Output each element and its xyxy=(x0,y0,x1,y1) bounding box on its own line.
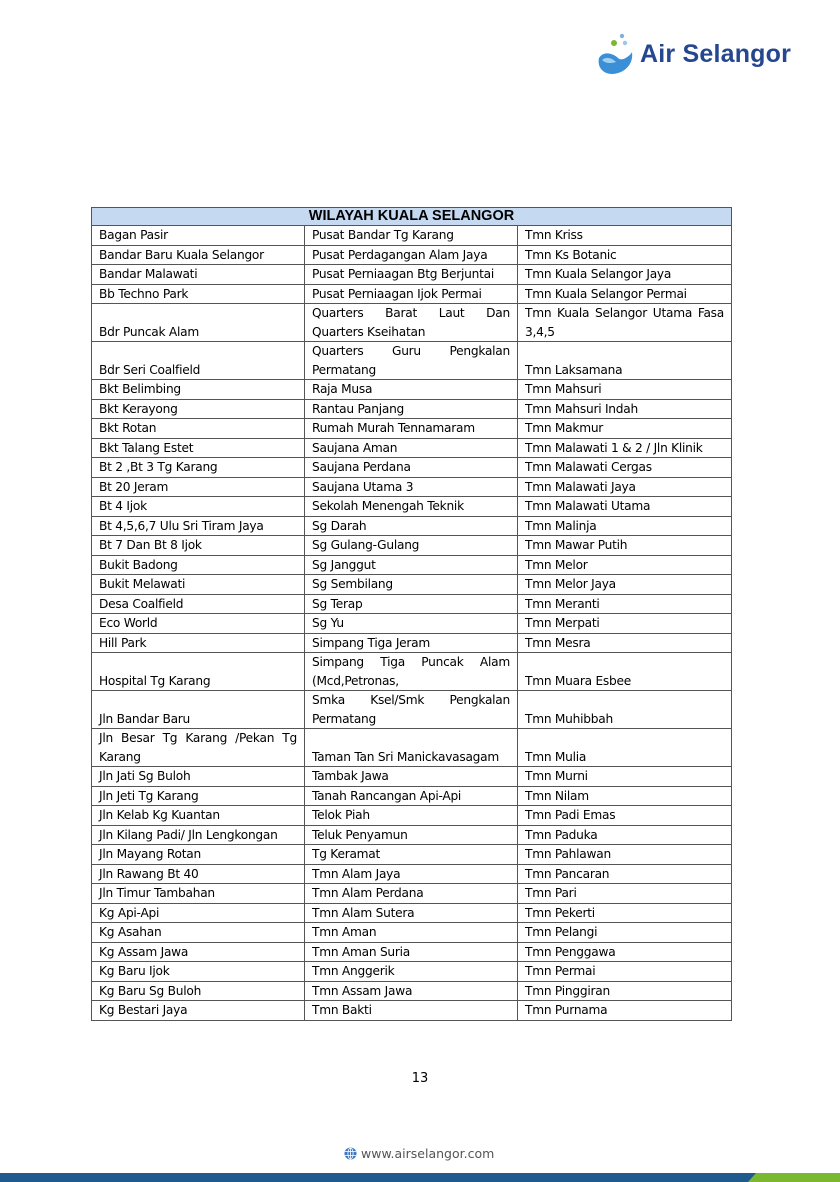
table-row xyxy=(92,884,732,904)
table-cell-col3: Tmn Pekerti xyxy=(518,903,732,923)
table-row xyxy=(92,245,732,265)
table-cell-col2: Sg Sembilang xyxy=(305,575,518,595)
table-cell-col2: Tmn Aman Suria xyxy=(305,942,518,962)
table-row xyxy=(92,825,732,845)
table-cell-col1: Bdr Puncak Alam xyxy=(92,304,305,342)
table-cell-col3: Tmn Melor xyxy=(518,555,732,575)
table-cell-col2: Smka Ksel/Smk Pengkalan Permatang xyxy=(305,691,518,729)
table-cell-col3: Tmn Muhibbah xyxy=(518,691,732,729)
table-cell-col2: Pusat Perniaagan Ijok Permai xyxy=(305,284,518,304)
table-cell-col1: Bkt Rotan xyxy=(92,419,305,439)
table-cell-col3: Tmn Purnama xyxy=(518,1001,732,1021)
table-cell-col1: Bb Techno Park xyxy=(92,284,305,304)
table-cell-col2: Pusat Bandar Tg Karang xyxy=(305,226,518,246)
table-row xyxy=(92,962,732,982)
table-cell-col3: Tmn Penggawa xyxy=(518,942,732,962)
table-cell-col3: Tmn Malawati Utama xyxy=(518,497,732,517)
table-row xyxy=(92,575,732,595)
table-cell-col3: Tmn Mahsuri xyxy=(518,380,732,400)
table-cell-col2: Sg Janggut xyxy=(305,555,518,575)
table-row xyxy=(92,729,732,767)
table-row xyxy=(92,594,732,614)
table-cell-col1: Jln Jati Sg Buloh xyxy=(92,767,305,787)
table-cell-col1: Jln Besar Tg Karang /Pekan Tg Karang xyxy=(92,729,305,767)
table-cell-col2: Sg Gulang-Gulang xyxy=(305,536,518,556)
table-row xyxy=(92,653,732,691)
page-number: 13 xyxy=(411,1071,429,1086)
table-cell-col3: Tmn Pancaran xyxy=(518,864,732,884)
table-cell-col1: Bt 20 Jeram xyxy=(92,477,305,497)
table-cell-col2: Raja Musa xyxy=(305,380,518,400)
table-row xyxy=(92,555,732,575)
table-cell-col3: Tmn Paduka xyxy=(518,825,732,845)
table-cell-col3: Tmn Melor Jaya xyxy=(518,575,732,595)
table-cell-col3: Tmn Mahsuri Indah xyxy=(518,399,732,419)
table-cell-col1: Bt 4,5,6,7 Ulu Sri Tiram Jaya xyxy=(92,516,305,536)
table-cell-col2: Tg Keramat xyxy=(305,845,518,865)
table-cell-col1: Jln Timur Tambahan xyxy=(92,884,305,904)
table-cell-col1: Jln Jeti Tg Karang xyxy=(92,786,305,806)
table-row xyxy=(92,304,732,342)
table-row xyxy=(92,767,732,787)
table-cell-col2: Saujana Aman xyxy=(305,438,518,458)
table-cell-col2: Tmn Alam Sutera xyxy=(305,903,518,923)
table-cell-col1: Jln Rawang Bt 40 xyxy=(92,864,305,884)
table-row xyxy=(92,614,732,634)
table-row xyxy=(92,477,732,497)
table-cell-col2: Sg Terap xyxy=(305,594,518,614)
table-row xyxy=(92,419,732,439)
table-cell-col1: Bandar Baru Kuala Selangor xyxy=(92,245,305,265)
table-header-row xyxy=(92,208,732,226)
table-cell-col1: Kg Assam Jawa xyxy=(92,942,305,962)
table-row xyxy=(92,226,732,246)
table-cell-col2: Tmn Bakti xyxy=(305,1001,518,1021)
table-cell-col2: Tmn Alam Perdana xyxy=(305,884,518,904)
table-cell-col2: Taman Tan Sri Manickavasagam xyxy=(305,729,518,767)
table-cell-col1: Bkt Belimbing xyxy=(92,380,305,400)
table-cell-col2: Saujana Utama 3 xyxy=(305,477,518,497)
table-cell-col2: Simpang Tiga Jeram xyxy=(305,633,518,653)
table-row xyxy=(92,284,732,304)
footer-website[interactable] xyxy=(344,1146,494,1161)
regions-table xyxy=(91,207,732,1021)
table-cell-col1: Bt 7 Dan Bt 8 Ijok xyxy=(92,536,305,556)
table-cell-col3: Tmn Mesra xyxy=(518,633,732,653)
table-row xyxy=(92,845,732,865)
table-title: WILAYAH KUALA SELANGOR xyxy=(92,208,732,226)
table-cell-col1: Jln Kelab Kg Kuantan xyxy=(92,806,305,826)
table-cell-col2: Pusat Perniaagan Btg Berjuntai xyxy=(305,265,518,285)
table-cell-col3: Tmn Pari xyxy=(518,884,732,904)
table-cell-col1: Bagan Pasir xyxy=(92,226,305,246)
table-cell-col2: Tmn Anggerik xyxy=(305,962,518,982)
table-cell-col3: Tmn Nilam xyxy=(518,786,732,806)
table-cell-col2: Quarters Barat Laut Dan Quarters Kseihatan xyxy=(305,304,518,342)
table-row xyxy=(92,380,732,400)
table-cell-col1: Kg Api-Api xyxy=(92,903,305,923)
footer-bar xyxy=(0,1173,840,1182)
table-row xyxy=(92,399,732,419)
table-cell-col2: Quarters Guru Pengkalan Permatang xyxy=(305,342,518,380)
table-row xyxy=(92,516,732,536)
table-row xyxy=(92,458,732,478)
table-cell-col3: Tmn Malawati Cergas xyxy=(518,458,732,478)
table-cell-col3: Tmn Mulia xyxy=(518,729,732,767)
table-cell-col2: Sekolah Menengah Teknik xyxy=(305,497,518,517)
table-cell-col3: Tmn Makmur xyxy=(518,419,732,439)
table-cell-col3: Tmn Mawar Putih xyxy=(518,536,732,556)
table-cell-col3: Tmn Permai xyxy=(518,962,732,982)
table-row xyxy=(92,497,732,517)
table-cell-col2: Simpang Tiga Puncak Alam (Mcd,Petronas, xyxy=(305,653,518,691)
table-cell-col3: Tmn Pelangi xyxy=(518,923,732,943)
table-cell-col1: Bdr Seri Coalfield xyxy=(92,342,305,380)
table-cell-col2: Sg Darah xyxy=(305,516,518,536)
globe-icon xyxy=(344,1147,357,1160)
table-row xyxy=(92,942,732,962)
table-cell-col3: Tmn Malinja xyxy=(518,516,732,536)
table-cell-col2: Tambak Jawa xyxy=(305,767,518,787)
table-cell-col3: Tmn Merpati xyxy=(518,614,732,634)
table-cell-col1: Bukit Badong xyxy=(92,555,305,575)
table-cell-col3: Tmn Meranti xyxy=(518,594,732,614)
table-cell-col2: Pusat Perdagangan Alam Jaya xyxy=(305,245,518,265)
table-cell-col1: Jln Kilang Padi/ Jln Lengkongan xyxy=(92,825,305,845)
table-cell-col3: Tmn Kriss xyxy=(518,226,732,246)
table-cell-col1: Kg Asahan xyxy=(92,923,305,943)
table-cell-col3: Tmn Kuala Selangor Jaya xyxy=(518,265,732,285)
table-cell-col2: Tmn Aman xyxy=(305,923,518,943)
table-cell-col3: Tmn Kuala Selangor Permai xyxy=(518,284,732,304)
table-cell-col3: Tmn Malawati 1 & 2 / Jln Klinik xyxy=(518,438,732,458)
table-cell-col3: Tmn Murni xyxy=(518,767,732,787)
table-cell-col1: Kg Baru Ijok xyxy=(92,962,305,982)
table-cell-col1: Jln Bandar Baru xyxy=(92,691,305,729)
table-cell-col1: Kg Baru Sg Buloh xyxy=(92,981,305,1001)
logo-text: Air Selangor xyxy=(640,39,792,68)
table-cell-col3: Tmn Padi Emas xyxy=(518,806,732,826)
table-cell-col2: Tanah Rancangan Api-Api xyxy=(305,786,518,806)
table-cell-col3: Tmn Laksamana xyxy=(518,342,732,380)
footer-bar-accent xyxy=(748,1173,840,1182)
table-row xyxy=(92,342,732,380)
table-cell-col1: Bukit Melawati xyxy=(92,575,305,595)
table-cell-col2: Sg Yu xyxy=(305,614,518,634)
water-drop-logo-icon xyxy=(596,32,636,76)
table-cell-col1: Bt 4 Ijok xyxy=(92,497,305,517)
table-row xyxy=(92,981,732,1001)
table-cell-col1: Bkt Talang Estet xyxy=(92,438,305,458)
table-row xyxy=(92,438,732,458)
table-cell-col2: Rantau Panjang xyxy=(305,399,518,419)
table-cell-col3: Tmn Muara Esbee xyxy=(518,653,732,691)
table-row xyxy=(92,265,732,285)
table-cell-col1: Hill Park xyxy=(92,633,305,653)
table-cell-col2: Teluk Penyamun xyxy=(305,825,518,845)
table-cell-col1: Hospital Tg Karang xyxy=(92,653,305,691)
table-cell-col3: Tmn Pinggiran xyxy=(518,981,732,1001)
table-cell-col1: Jln Mayang Rotan xyxy=(92,845,305,865)
table-row xyxy=(92,903,732,923)
table-row xyxy=(92,691,732,729)
table-cell-col1: Bandar Malawati xyxy=(92,265,305,285)
website-link[interactable]: www.airselangor.com xyxy=(361,1146,495,1161)
table-cell-col2: Telok Piah xyxy=(305,806,518,826)
table-row xyxy=(92,806,732,826)
table-cell-col1: Kg Bestari Jaya xyxy=(92,1001,305,1021)
table-body xyxy=(92,226,732,1021)
air-selangor-logo xyxy=(596,32,791,76)
table-cell-col2: Tmn Alam Jaya xyxy=(305,864,518,884)
table-row xyxy=(92,864,732,884)
table-row xyxy=(92,786,732,806)
table-cell-col1: Bt 2 ,Bt 3 Tg Karang xyxy=(92,458,305,478)
table-cell-col2: Saujana Perdana xyxy=(305,458,518,478)
table-cell-col1: Eco World xyxy=(92,614,305,634)
table-row xyxy=(92,1001,732,1021)
table-cell-col1: Desa Coalfield xyxy=(92,594,305,614)
table-cell-col3: Tmn Kuala Selangor Utama Fasa 3,4,5 xyxy=(518,304,732,342)
table-cell-col3: Tmn Pahlawan xyxy=(518,845,732,865)
table-cell-col2: Tmn Assam Jawa xyxy=(305,981,518,1001)
table-cell-col2: Rumah Murah Tennamaram xyxy=(305,419,518,439)
table-cell-col3: Tmn Ks Botanic xyxy=(518,245,732,265)
table-row xyxy=(92,536,732,556)
table-cell-col3: Tmn Malawati Jaya xyxy=(518,477,732,497)
table-row xyxy=(92,923,732,943)
table-row xyxy=(92,633,732,653)
table-cell-col1: Bkt Kerayong xyxy=(92,399,305,419)
